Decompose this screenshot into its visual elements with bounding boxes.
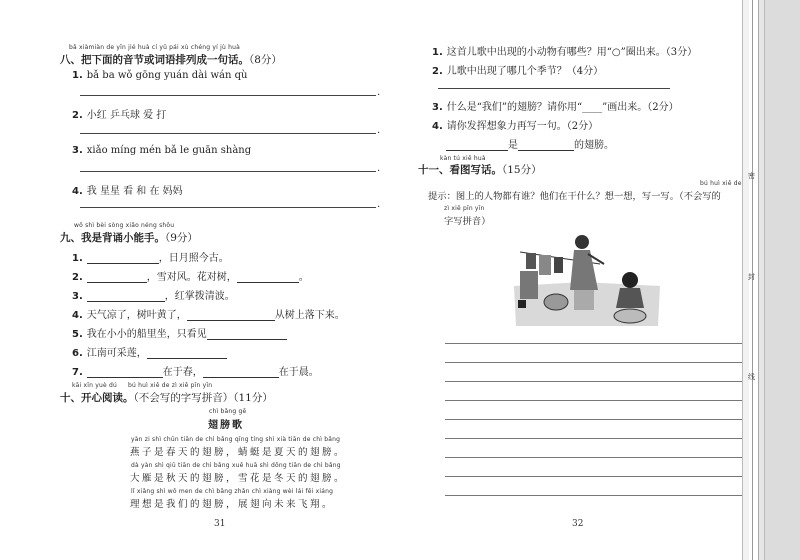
- question-1: 1. 这首儿歌中出现的小动物有哪些？用“○”圈出来。（3分）: [432, 47, 698, 58]
- mother-body: [570, 250, 598, 290]
- sec10-pinyin-b: bú huì xiě de zì xiě pīn yīn: [128, 382, 213, 389]
- fill-blank[interactable]: [87, 253, 159, 264]
- writing-line[interactable]: [445, 438, 743, 439]
- sec11-title: 十一、看图写话。（15分）: [418, 164, 542, 176]
- answer-line[interactable]: [438, 88, 670, 89]
- fill-blank[interactable]: [446, 140, 508, 151]
- line-period: .: [377, 163, 381, 174]
- sec8-item-2: 2. 小红 乒乓球 爱 打: [72, 110, 167, 121]
- question-4: 4. 请你发挥想象力再写一句。（2分）: [432, 121, 599, 132]
- fill-blank[interactable]: [518, 140, 574, 151]
- answer-line[interactable]: [80, 171, 376, 172]
- sec9-item-3: 3. ，红掌拨清波。: [72, 291, 235, 302]
- mother-head: [575, 235, 589, 249]
- clothes-trousers: [520, 271, 538, 299]
- girl-body: [616, 288, 644, 308]
- line-period: .: [377, 125, 381, 136]
- laundry-basket: [544, 294, 568, 310]
- writing-line[interactable]: [445, 457, 743, 458]
- sec9-item-7: 7. 在于春， 在于晨。: [72, 367, 319, 378]
- writing-line[interactable]: [445, 419, 743, 420]
- poem-line-1-pinyin: yàn zi shì chūn tiān de chì bǎng qīng tíng shì xià tiān de chì bǎng: [131, 436, 341, 443]
- writing-line[interactable]: [445, 343, 743, 344]
- question-2: 2. 儿歌中出现了哪几个季节？（4分）: [432, 66, 604, 77]
- clothes-sock: [554, 257, 563, 273]
- sec9-item-5: 5. 我在小小的船里坐，只看见: [72, 325, 287, 340]
- fill-blank[interactable]: [207, 329, 287, 340]
- fill-blank[interactable]: [87, 367, 163, 378]
- sec8-title: [60, 52, 282, 67]
- line-period: .: [377, 87, 381, 98]
- boots: [518, 300, 526, 308]
- page-number: 31: [214, 519, 226, 529]
- fill-blank[interactable]: [203, 367, 279, 378]
- sec9-item-4: 4. 天气凉了，树叶黄了， 从树上落下来。: [72, 310, 345, 321]
- sec11-pinyin: kàn tú xiě huà: [440, 155, 486, 162]
- fill-blank[interactable]: [187, 310, 275, 321]
- question-4-fill: 是 的翅膀。: [446, 136, 614, 151]
- answer-line[interactable]: [80, 95, 376, 96]
- binding-panel-inner: [764, 0, 800, 560]
- seal-char: 线: [748, 373, 755, 381]
- sec8-item-4: 4. 我 星星 看 和 在 妈妈: [72, 186, 183, 197]
- sec10-title: 十、开心阅读。（不会写的字写拼音）（11分）: [60, 392, 273, 404]
- hint-pinyin-b: zì xiě pīn yīn: [444, 205, 485, 212]
- question-3: 3. 什么是“我们”的翅膀？请你用“____”画出来。（2分）: [432, 102, 679, 113]
- seal-char: 密: [748, 172, 755, 180]
- fill-blank[interactable]: [87, 291, 165, 302]
- writing-line[interactable]: [445, 381, 743, 382]
- clothes-shirt: [526, 253, 536, 269]
- binding-margin: [742, 0, 800, 560]
- sec8-item-1: 1. bǎ ba wǒ gōng yuán dài wán qù: [72, 70, 248, 81]
- sec9-title: 九、我是背诵小能手。（9分）: [60, 232, 198, 244]
- fill-blank[interactable]: [147, 348, 227, 359]
- mother-skirt: [574, 290, 594, 310]
- illustration: [512, 226, 662, 330]
- poem-line-2: 大雁是秋天的翅膀，雪花是冬天的翅膀。: [130, 473, 347, 484]
- sec9-item-1: 1. ，日月照今古。: [72, 253, 229, 264]
- sec9-item-6: 6. 江南可采莲，: [72, 344, 227, 359]
- writing-line[interactable]: [445, 495, 743, 496]
- page-number: 32: [572, 519, 584, 529]
- seal-char: 封: [748, 273, 755, 281]
- sec9-pinyin: wǒ shì bèi sòng xiǎo néng shǒu: [74, 222, 175, 229]
- hint-text: 提示：图上的人物都有谁？他们在干什么？想一想，写一写。（不会写的: [428, 191, 721, 202]
- clothes-towel: [539, 255, 551, 275]
- line-period: .: [377, 199, 381, 210]
- sec9-item-2: 2. ，雪对风。花对树， 。: [72, 272, 309, 283]
- sec8-title-text: 八、把下面的音节或词语排列成一句话。: [60, 54, 249, 66]
- answer-line[interactable]: [80, 207, 376, 208]
- sec8-item-3: 3. xiǎo míng mén bǎ le guān shàng: [72, 145, 252, 156]
- sec8-points: （8分）: [249, 54, 282, 66]
- poem-line-3-pinyin: lǐ xiǎng shì wǒ men de chì bǎng zhǎn chì xiàng wèi lái fēi xiáng: [131, 488, 334, 495]
- writing-line[interactable]: [445, 362, 743, 363]
- writing-line[interactable]: [445, 400, 743, 401]
- sec8-pinyin: bǎ xiàmiàn de yīn jié huà cí yǔ pái xù chéng yí jù huà: [69, 44, 240, 51]
- writing-line[interactable]: [445, 476, 743, 477]
- wash-basin: [614, 309, 646, 323]
- girl-head: [622, 272, 638, 288]
- poem-title: 翅膀歌: [208, 420, 244, 431]
- fill-blank[interactable]: [237, 272, 299, 283]
- poem-line-2-pinyin: dà yàn shì qiū tiān de chì bǎng xuě huā shì dōng tiān de chì bǎng: [131, 462, 341, 469]
- hint-pinyin-a: bú huì xiě de: [700, 180, 742, 187]
- sec10-pinyin-a: kāi xīn yuè dú: [72, 382, 118, 389]
- answer-line[interactable]: [80, 133, 376, 134]
- poem-title-pinyin: chì bǎng gē: [209, 408, 247, 415]
- poem-line-1: 燕子是春天的翅膀，蜻蜓是夏天的翅膀。: [130, 447, 347, 458]
- poem-line-3: 理想是我们的翅膀，展翅向未来飞翔。: [130, 499, 335, 510]
- hint-text-2: 字写拼音）: [444, 216, 491, 227]
- fill-blank[interactable]: [87, 272, 147, 283]
